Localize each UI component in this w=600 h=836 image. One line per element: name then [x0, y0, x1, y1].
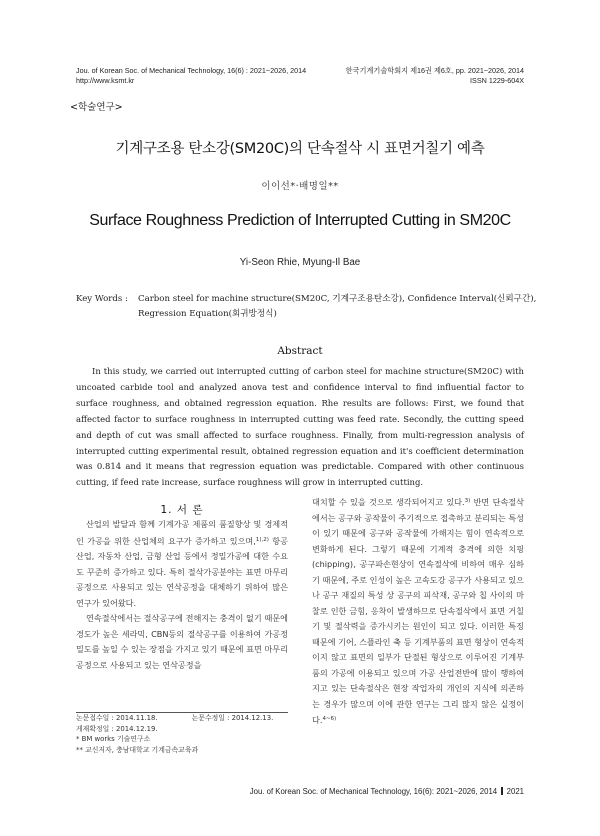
- running-header-left: [76, 66, 306, 86]
- keywords-line: Regression Equation(회귀방정식): [138, 309, 277, 319]
- running-header-right: [346, 66, 524, 86]
- title-english: Surface Roughness Prediction of Interrupted Cutting in SM20C: [89, 212, 511, 229]
- journal-citation: Jou. of Korean Soc. of Mechanical Technology, 16(6) : 2021~2026, 2014: [76, 66, 307, 75]
- section-heading-introduction: 1. 서 론: [160, 504, 204, 516]
- authors-korean: 이이선*·배명일**: [261, 181, 339, 192]
- body-paragraph: 연속절삭에서는 절삭공구에 전해지는 충격이 없기 때문에 경도가 높은 세라믹, CBN등의 절삭공구를 이용하여 가공정밀도를 높일 수 있는 장점을 가지고 있기 때문에 표면 마무리 공정으로 사용되고 있는 연삭공정을: [76, 613, 288, 670]
- corresponding-author-footnote: ** 교신저자, 충남대학교 기계금속교육과: [76, 745, 199, 754]
- body-text: 산업의 발달과 함께 기계가공 제품의 품질향상 및 경제적인 가공을 위한 산업체의 요구가 증가하고 있으며,: [76, 519, 288, 546]
- issn: ISSN 1229-604X: [470, 76, 524, 85]
- title-korean: 기계구조용 탄소강(SM20C)의 단속절삭 시 표면거칠기 예측: [115, 141, 485, 157]
- keywords-label: Key Words :: [76, 294, 128, 304]
- authors-english: Yi-Seon Rhie, Myung-Il Bae: [239, 257, 361, 268]
- footer-separator: [501, 787, 503, 795]
- keywords-line: Carbon steel for machine structure(SM20C, 기계구조용탄소강), Confidence Interval(신뢰구간),: [138, 294, 537, 304]
- journal-citation-ko: 한국기계기술학회지 제16권 제6호, pp. 2021~2026, 2014: [345, 66, 524, 75]
- body-column-right: [312, 494, 524, 729]
- affiliation-footnote: * BM works 기술연구소: [76, 735, 151, 744]
- body-text: 대치할 수 있을 것으로 생각되어지고 있다.: [312, 497, 465, 507]
- date-revised: 논문수정일 : 2014.12.13.: [191, 714, 274, 722]
- date-received: 논문접수일 : 2014.11.18.: [76, 714, 158, 722]
- footnotes: [76, 713, 296, 755]
- body-text: 반면 단속절삭에서는 공구와 공작물이 주기적으로 접촉하고 분리되는 특성이 있기 때문에 공구와 공작물에 가해지는 힘이 연속적으로 변화하게 된다. 그렇기 때문에 기계적 충격에 의한 치핑(chipping), 공구파손현상이 연속절삭에 비하여 매우 심하기 때문에, 주로 인성이 높은 고속도강 공구가 사용되고 있으나 공구 재질의 특성 상 공구의 피삭재, 공구와 칩 사이의 마찰로 인한 금힘, 응착이 발생하므로 단속절삭에서 표면 거칠기 및 절삭력을 증가시키는 원인이 되고 있다. 이러한 특징 때문에 기어, 스플라인 축 등 기계부품의 표면 형상이 연속적이지 않고 표면의 일부가 단절된 형상으로 이루어진 기계부품의 가공에 이용되고 있으며 가공 산업전반에 많이 행하여지고 있는 단속절삭은 현장 작업자의 개인의 지식에 의존하는 경우가 많으며 이에 관한 연구는 그리 많지 않은 실정이다.: [312, 497, 524, 725]
- footer-citation: Jou. of Korean Soc. of Mechanical Technology, 16(6): 2021~2026, 2014: [249, 787, 498, 796]
- body-paragraph: [76, 517, 288, 673]
- date-accepted: 게재확정일 : 2014.12.19.: [76, 724, 158, 733]
- body-text: 항공 산업, 자동차 산업, 금형 산업 등에서 정밀가공에 대한 수요도 꾸준히 증가하고 있다. 특히 절삭가공분야는 표면 마무리 공정으로 사용되고 있는 연삭공정을 대체하기 위하여 많은 연구가 있어왔다.: [76, 535, 289, 608]
- abstract-heading: Abstract: [277, 345, 323, 357]
- citation-ref: 4~6): [322, 716, 337, 722]
- running-footer: [250, 787, 524, 796]
- citation-ref: 1),2): [255, 536, 269, 543]
- citation-ref: 3): [464, 498, 471, 504]
- keywords-list: [138, 292, 538, 322]
- page-number: 2021: [506, 787, 524, 796]
- abstract-text: In this study, we carried out interrupted cutting of carbon steel for machine structure(SM20C) with uncoated carbide tool and analyzed anova test and confidence interval to find influential factor to surface roughness, and obtained regression equation. Rhe results are follows: First, we found that affected factor to surface roughness in interrupted cutting was feed rate. Secondly, the cutting speed and depth of cut was small affected to surface roughness. Finally, from multi-regression analysis of interrupted cutting experimental result, obtained regression equation and it's coefficient determination was 0.814 and it means that regression equation was predictable. Compared with other continuous cutting, if feed rate increase, surface roughness will grow in interrupted cutting.: [76, 366, 524, 488]
- article-category: <학술연구>: [70, 102, 123, 113]
- journal-url: http://www.ksmt.kr: [76, 76, 135, 85]
